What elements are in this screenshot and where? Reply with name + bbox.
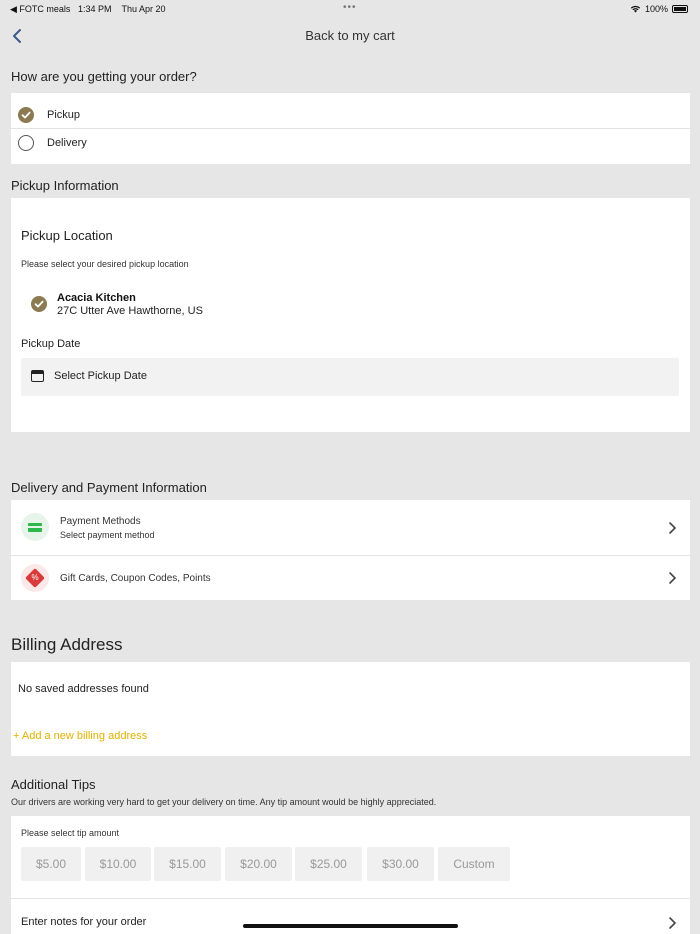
payment-card — [11, 500, 690, 600]
battery-icon — [672, 5, 688, 13]
tip-option[interactable]: $20.00 — [225, 847, 292, 881]
top-bar — [0, 22, 700, 50]
wifi-icon — [630, 5, 641, 13]
status-time: 1:34 PM — [77, 4, 112, 14]
chevron-right-icon — [666, 916, 678, 930]
order-method-title: How are you getting your order? — [11, 69, 197, 84]
option-pickup-label: Pickup — [47, 109, 81, 121]
location-address: 27C Utter Ave Hawthorne, US — [57, 305, 203, 317]
check-icon — [31, 296, 47, 312]
payment-methods-sub: Select payment method — [60, 530, 155, 540]
pickup-location-title: Pickup Location — [21, 228, 113, 243]
page-title: Back to my cart — [305, 28, 395, 43]
payment-icon-circle — [21, 513, 49, 541]
tips-card — [11, 816, 690, 934]
battery-percent: 100% — [644, 4, 668, 14]
multitask-dots-icon[interactable]: ••• — [343, 2, 357, 13]
status-date: Thu Apr 20 — [121, 4, 166, 14]
no-addresses-text: No saved addresses found — [18, 683, 149, 695]
payment-methods-title: Payment Methods — [60, 516, 141, 527]
check-icon — [18, 107, 34, 123]
home-indicator[interactable] — [243, 924, 458, 928]
credit-card-icon — [28, 523, 42, 532]
pickup-location-prompt: Please select your desired pickup location — [21, 259, 189, 269]
pickup-date-label: Pickup Date — [21, 338, 81, 350]
radio-empty-icon — [18, 135, 34, 151]
tip-option-custom[interactable]: Custom — [438, 847, 510, 881]
gift-cards-title: Gift Cards, Coupon Codes, Points — [60, 573, 211, 584]
coupon-icon-circle: % — [21, 564, 49, 592]
status-left — [10, 4, 166, 15]
add-billing-address-link[interactable]: + Add a new billing address — [13, 730, 148, 742]
tip-option[interactable]: $10.00 — [85, 847, 151, 881]
tip-option[interactable]: $25.00 — [295, 847, 362, 881]
chevron-right-icon — [666, 521, 678, 535]
payment-methods-row[interactable] — [11, 500, 690, 555]
option-delivery-label: Delivery — [47, 137, 87, 149]
pickup-info-title: Pickup Information — [11, 178, 119, 193]
billing-card — [11, 662, 690, 756]
divider — [11, 898, 690, 899]
tip-option[interactable]: $30.00 — [367, 847, 434, 881]
tips-note: Our drivers are working very hard to get your delivery on time. Any tip amount would be highly appreciated. — [11, 797, 437, 807]
select-pickup-date-label: Select Pickup Date — [54, 370, 147, 382]
tip-option[interactable]: $15.00 — [154, 847, 221, 881]
chevron-right-icon — [666, 571, 678, 585]
status-right — [630, 4, 688, 14]
calendar-icon — [31, 370, 44, 382]
payment-section-title: Delivery and Payment Information — [11, 480, 207, 495]
tips-title: Additional Tips — [11, 777, 96, 792]
option-delivery[interactable] — [11, 127, 690, 159]
status-bar — [0, 0, 700, 18]
location-name: Acacia Kitchen — [57, 292, 136, 304]
gift-cards-row[interactable] — [11, 556, 690, 600]
order-notes-row[interactable]: Enter notes for your order — [21, 916, 147, 928]
pickup-info-card — [11, 198, 690, 432]
select-pickup-date-button[interactable] — [21, 358, 679, 396]
billing-address-title: Billing Address — [11, 635, 123, 654]
tip-option[interactable]: $5.00 — [21, 847, 81, 881]
back-to-app-link[interactable]: ◀ FOTC meals — [10, 4, 71, 14]
tip-select-label: Please select tip amount — [21, 828, 120, 838]
order-method-card — [11, 93, 690, 164]
